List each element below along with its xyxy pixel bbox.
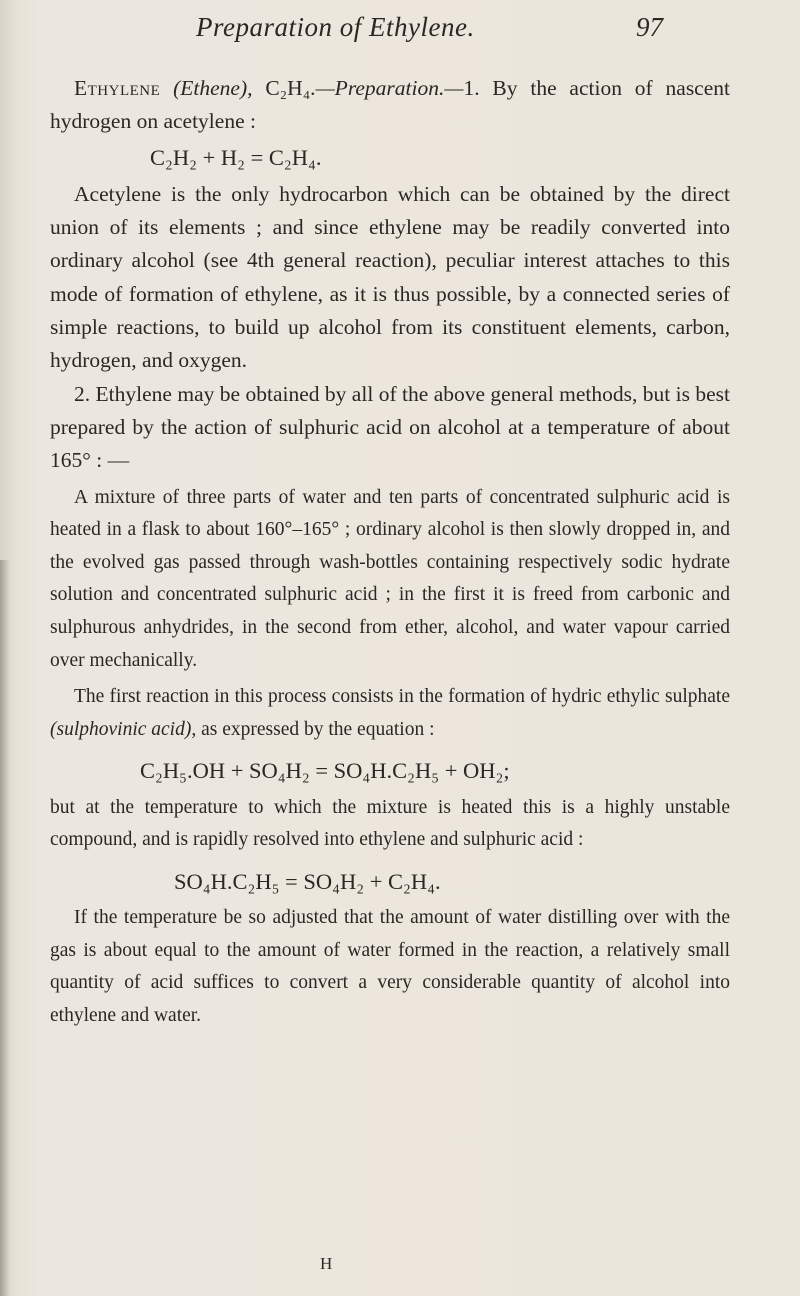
paragraph-acetylene: Acetylene is the only hydrocarbon which can be obtained by the direct union of its elements ; and since ethylene may be readily converted into ordinary alcohol (see 4th general reaction), peculiar interest attaches to this mode of formation of ethylene, as it is thus possible, by a connected series of simple reactions, to build up alcohol from its constituent elements, carbon, hydrogen, and oxygen. [50, 181, 730, 373]
intro-formula: C₂H₄. [265, 76, 316, 100]
first-reaction-text-b: as expressed by the equation : [201, 718, 435, 740]
paragraph-temperature: If the temperature be so adjusted that the amount of water distilling over with the gas is about equal to the amount of water formed in the reaction, a relatively small quantity of acid suffices to convert a very considerable quantity of alcohol into ethylene and water. [50, 907, 730, 1026]
signature-mark: H [320, 1254, 333, 1273]
first-reaction-text-a: The first reaction in this process consists in the formation of hydric ethylic sulphate [74, 686, 730, 708]
intro-text: 1. By the action of nascent hydrogen on acetylene : [50, 76, 730, 134]
paragraph-method-2: 2. Ethylene may be obtained by all of the above general methods, but is best prepared by the action of sulphuric acid on alcohol at a temperature of about 165° : — [50, 381, 730, 473]
running-title: Preparation of Ethylene. [196, 12, 475, 42]
equation-2: C₂H₅.OH + SO₄H₂ = SO₄H.C₂H₅ + OH₂; [140, 758, 510, 784]
intro-paragraph [50, 72, 730, 139]
intro-synonym: (Ethene), [173, 76, 253, 100]
first-reaction-italic: (sulphovinic acid), [50, 718, 197, 740]
paragraph-mixture: A mixture of three parts of water and ten parts of concentrated sulphuric acid is heated in a flask to about 160°–165° ; ordinary alcohol is then slowly dropped in, and the evolved gas passed through wash-bottles containing respectively sodic hydrate solution and concentrated sulphuric acid ; in the first it is freed from carbonic and sulphurous anhydrides, in the second from ether, alcohol, and water vapour carried over mechanically. [50, 486, 730, 671]
gutter-shadow [0, 560, 10, 1296]
running-head [0, 12, 800, 52]
body-text [50, 72, 730, 1032]
intro-section: —Preparation.— [315, 76, 464, 100]
paragraph-unstable: but at the temperature to which the mixture is heated this is a highly unstable compound, and is rapidly resolved into ethylene and sulphuric acid : [50, 796, 730, 851]
page-number: 97 [636, 12, 663, 42]
intro-term: Ethylene [74, 76, 161, 100]
equation-1: C₂H₂ + H₂ = C₂H₄. [150, 144, 322, 170]
paragraph-first-reaction [50, 681, 730, 746]
equation-3: SO₄H.C₂H₅ = SO₄H₂ + C₂H₄. [174, 868, 441, 894]
